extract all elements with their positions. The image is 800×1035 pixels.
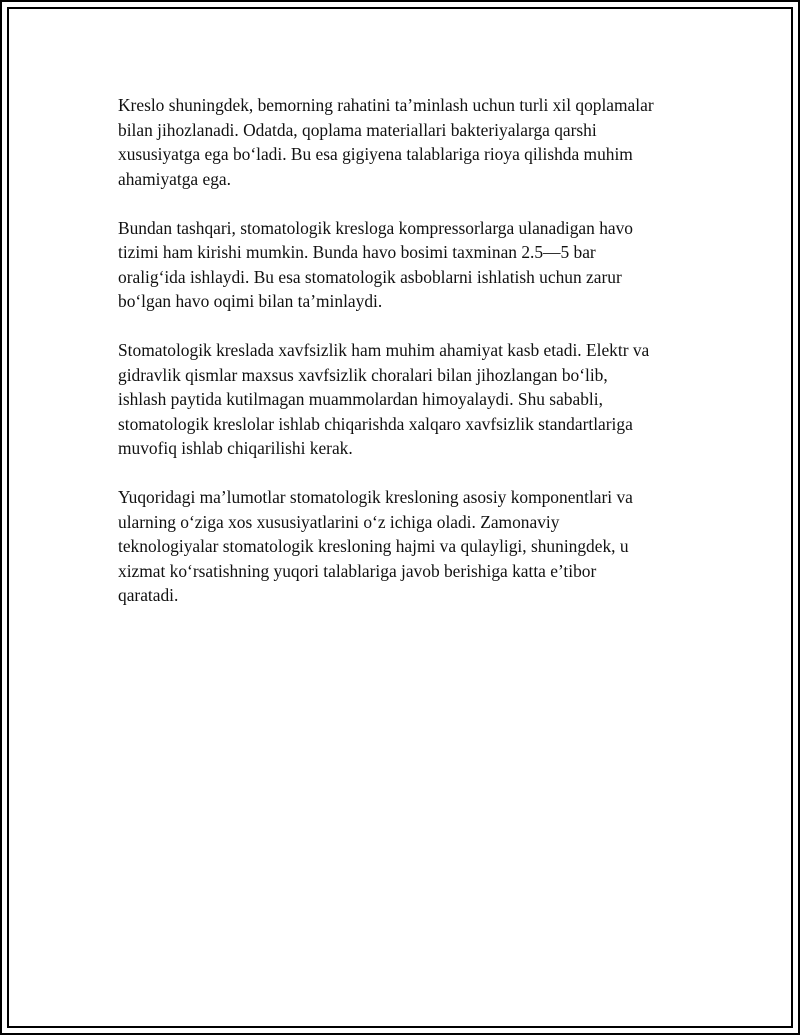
- document-body: [118, 93, 698, 632]
- text-line: xususiyatga ega bo‘ladi. Bu esa gigiyena talablariga rioya qilishda muhim: [118, 144, 633, 164]
- text-line: Stomatologik kreslada xavfsizlik ham muhim ahamiyat kasb etadi. Elektr va: [118, 340, 650, 360]
- text-line: muvofiq ishlab chiqarilishi kerak.: [118, 438, 353, 458]
- text-line: teknologiyalar stomatologik kresloning hajmi va qulayligi, shuningdek, u: [118, 536, 629, 556]
- text-line: Kreslo shuningdek, bemorning rahatini ta’minlash uchun turli xil qoplamalar: [118, 95, 654, 115]
- text-line: Bundan tashqari, stomatologik kresloga kompressorlarga ulanadigan havo: [118, 217, 634, 238]
- paragraph-summary: [118, 485, 698, 608]
- text-line: ishlash paytida kutilmagan muammolardan himoyalaydi. Shu sababli,: [118, 389, 603, 409]
- text-line: oralig‘ida ishlaydi. Bu esa stomatologik asboblarni ishlatish uchun zarur: [118, 266, 622, 287]
- text-line: qaratadi.: [118, 585, 179, 605]
- text-line: bilan jihozlanadi. Odatda, qoplama materiallari bakteriyalarga qarshi: [118, 119, 597, 140]
- text-line: bo‘lgan havo oqimi bilan ta’minlaydi.: [118, 291, 383, 311]
- text-line: stomatologik kreslolar ishlab chiqarishda xalqaro xavfsizlik standartlariga: [118, 413, 633, 434]
- paragraph-air-system: [118, 216, 698, 314]
- paragraph-safety: [118, 338, 698, 461]
- text-line: Yuqoridagi ma’lumotlar stomatologik kresloning asosiy komponentlari va: [118, 487, 633, 507]
- text-line: tizimi ham kirishi mumkin. Bunda havo bosimi taxminan 2.5—5 bar: [118, 242, 596, 262]
- text-line: xizmat ko‘rsatishning yuqori talablariga javob berishiga katta e’tibor: [118, 560, 597, 581]
- text-line: ularning o‘ziga xos xususiyatlarini o‘z ichiga oladi. Zamonaviy: [118, 511, 560, 532]
- text-line: gidravlik qismlar maxsus xavfsizlik choralari bilan jihozlangan bo‘lib,: [118, 364, 608, 385]
- text-line: ahamiyatga ega.: [118, 168, 231, 189]
- paragraph-seat-coverings: [118, 93, 698, 191]
